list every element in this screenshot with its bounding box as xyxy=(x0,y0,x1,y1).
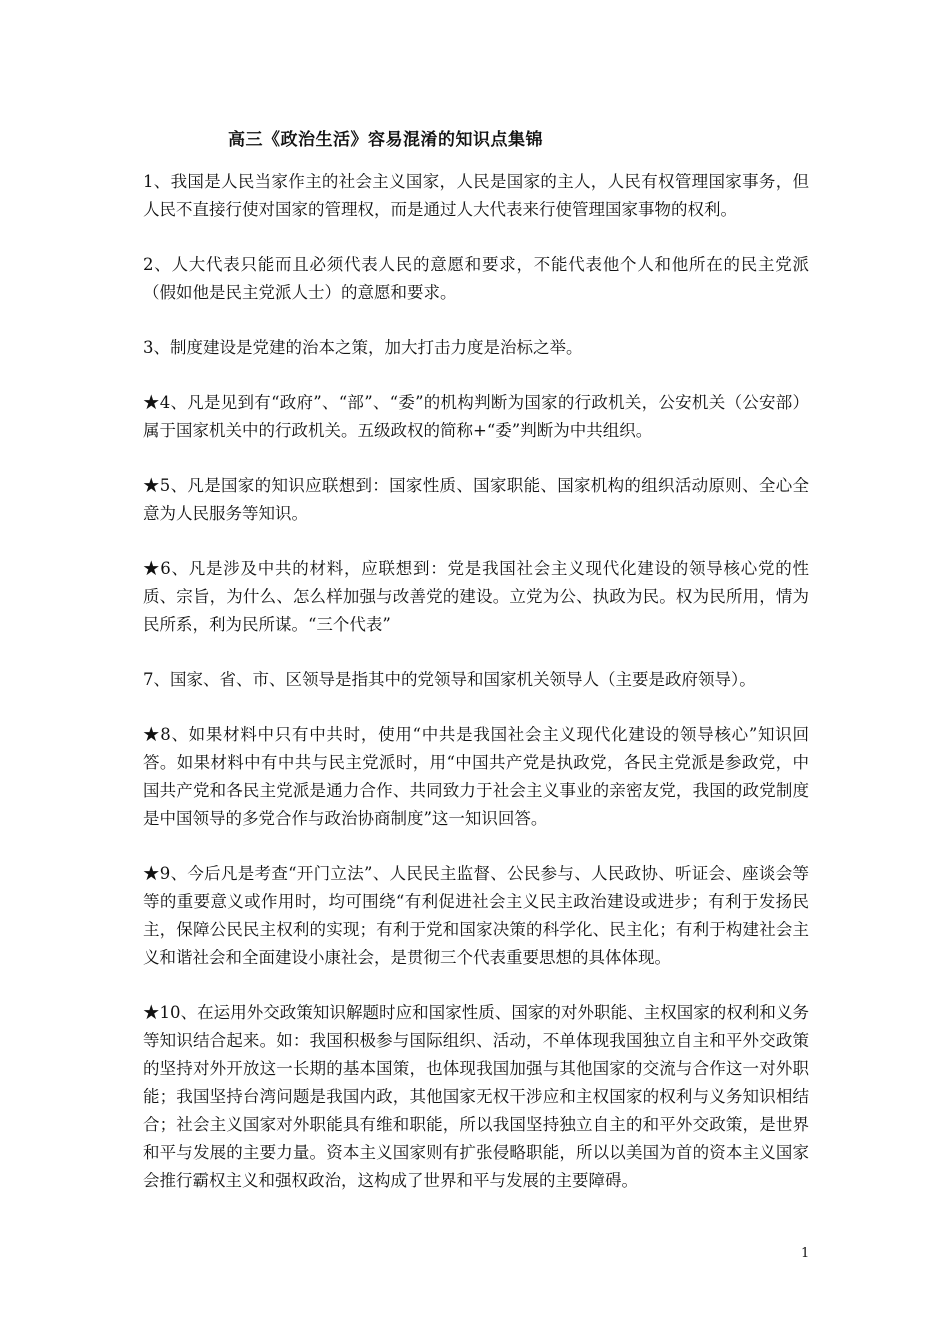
paragraph-10: ★10、在运用外交政策知识解题时应和国家性质、国家的对外职能、主权国家的权利和义务等知识结合起来。如：我国积极参与国际组织、活动，不单体现我国独立自主和平外交政策的坚持对外开放这一长期的基本国策，也体现我国加强与其他国家的交流与合作这一对外职能；我国坚持台湾问题是我国内政，其他国家无权干涉应和主权国家的权利与义务知识相结合；社会主义国家对外职能具有维和职能，所以我国坚持独立自主的和平外交政策，是世界和平与发展的主要力量。资本主义国家则有扩张侵略职能，所以以美国为首的资本主义国家会推行霸权主义和强权政治，这构成了世界和平与发展的主要障碍。 xyxy=(143,1003,809,1190)
paragraph-2: 2、人大代表只能而且必须代表人民的意愿和要求，不能代表他个人和他所在的民主党派（假如他是民主党派人士）的意愿和要求。 xyxy=(143,255,809,302)
paragraph-4: ★4、凡是见到有“政府”、“部”、“委”的机构判断为国家的行政机关，公安机关（公安部）属于国家机关中的行政机关。五级政权的简称+“委”判断为中共组织。 xyxy=(143,393,809,440)
paragraph-7: 7、国家、省、市、区领导是指其中的党领导和国家机关领导人（主要是政府领导）。 xyxy=(143,670,756,689)
paragraph-5: ★5、凡是国家的知识应联想到：国家性质、国家职能、国家机构的组织活动原则、全心全意为人民服务等知识。 xyxy=(143,476,809,523)
paragraph-3: 3、制度建设是党建的治本之策，加大打击力度是治标之举。 xyxy=(143,338,583,357)
paragraph-6: ★6、凡是涉及中共的材料，应联想到：党是我国社会主义现代化建设的领导核心党的性质、宗旨，为什么、怎么样加强与改善党的建设。立党为公、执政为民。权为民所用，情为民所系，利为民所谋。“三个代表” xyxy=(143,559,809,634)
document-title: 高三《政治生活》容易混淆的知识点集锦 xyxy=(228,130,543,150)
paragraph-9: ★9、今后凡是考查“开门立法”、人民民主监督、公民参与、人民政协、听证会、座谈会等等的重要意义或作用时，均可围绕“有利促进社会主义民主政治建设或进步；有利于发扬民主，保障公民民主权利的实现；有利于党和国家决策的科学化、民主化；有利于构建社会主义和谐社会和全面建设小康社会，是贯彻三个代表重要思想的具体体现。 xyxy=(143,864,809,967)
paragraph-1: 1、我国是人民当家作主的社会主义国家，人民是国家的主人，人民有权管理国家事务，但人民不直接行使对国家的管理权，而是通过人大代表来行使管理国家事物的权利。 xyxy=(143,172,809,219)
page-number: 1 xyxy=(801,1246,810,1261)
paragraph-8: ★8、如果材料中只有中共时，使用“中共是我国社会主义现代化建设的领导核心”知识回答。如果材料中有中共与民主党派时，用“中国共产党是执政党，各民主党派是参政党，中国共产党和各民主党派是通力合作、共同致力于社会主义事业的亲密友党，我国的政党制度是中国领导的多党合作与政治协商制度”这一知识回答。 xyxy=(143,725,809,828)
document-body xyxy=(143,168,809,1222)
